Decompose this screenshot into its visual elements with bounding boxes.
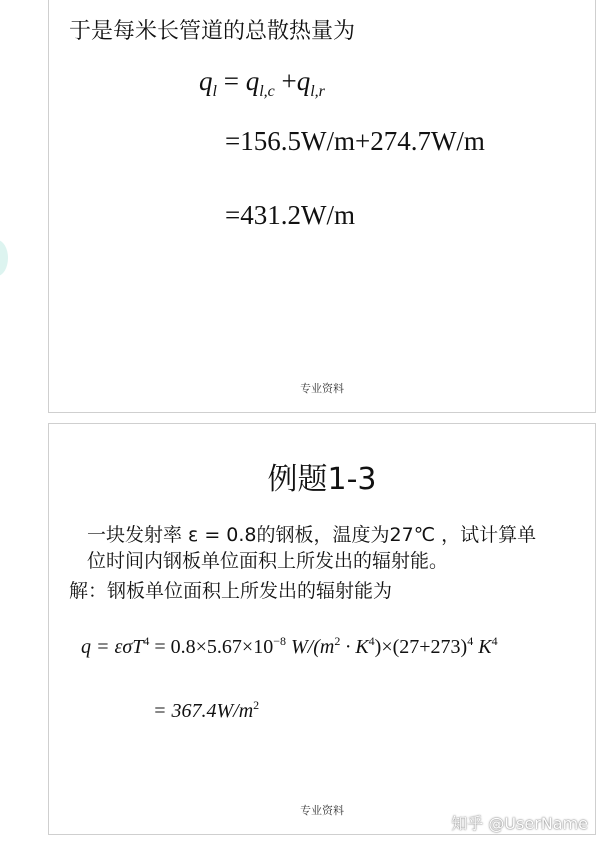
slide2-title: 例题1-3 [267, 462, 377, 497]
problem-line-2: 位时间内钢板单位面积上所发出的辐射能。 [87, 550, 449, 572]
equation-sum: =156.5W/m+274.7W/m [225, 126, 485, 156]
side-decoration [0, 240, 8, 276]
equation-radiation: $q = \varepsilon\sigma T^4 = 0.8\times 5.67\times 10^{-8}$ $W/(m^2 \cdot K^4)\times(27+273)^4$ $K^4$ [81, 634, 498, 658]
slide-2 [48, 423, 596, 835]
equation-result: =431.2W/m [225, 200, 355, 230]
solution-intro: 解：钢板单位面积上所发出的辐射能为 [69, 580, 393, 602]
watermark: 知乎 @UserName [451, 814, 588, 833]
slide1-footer: 专业资料 [300, 382, 344, 395]
problem-line-1: 一块发射率 ε = 0.8的钢板，温度为27℃ ，试计算单 [87, 524, 537, 546]
equation-radiation-result: = $367.4W/m^2$ [153, 698, 260, 722]
slide2-footer: 专业资料 [300, 804, 344, 817]
equation-total-heat: $q_l = q_{l,c} +q_{l,r}$ [199, 66, 325, 100]
slide-1 [48, 0, 596, 413]
slide1-heading: 于是每米长管道的总散热量为 [69, 19, 356, 44]
